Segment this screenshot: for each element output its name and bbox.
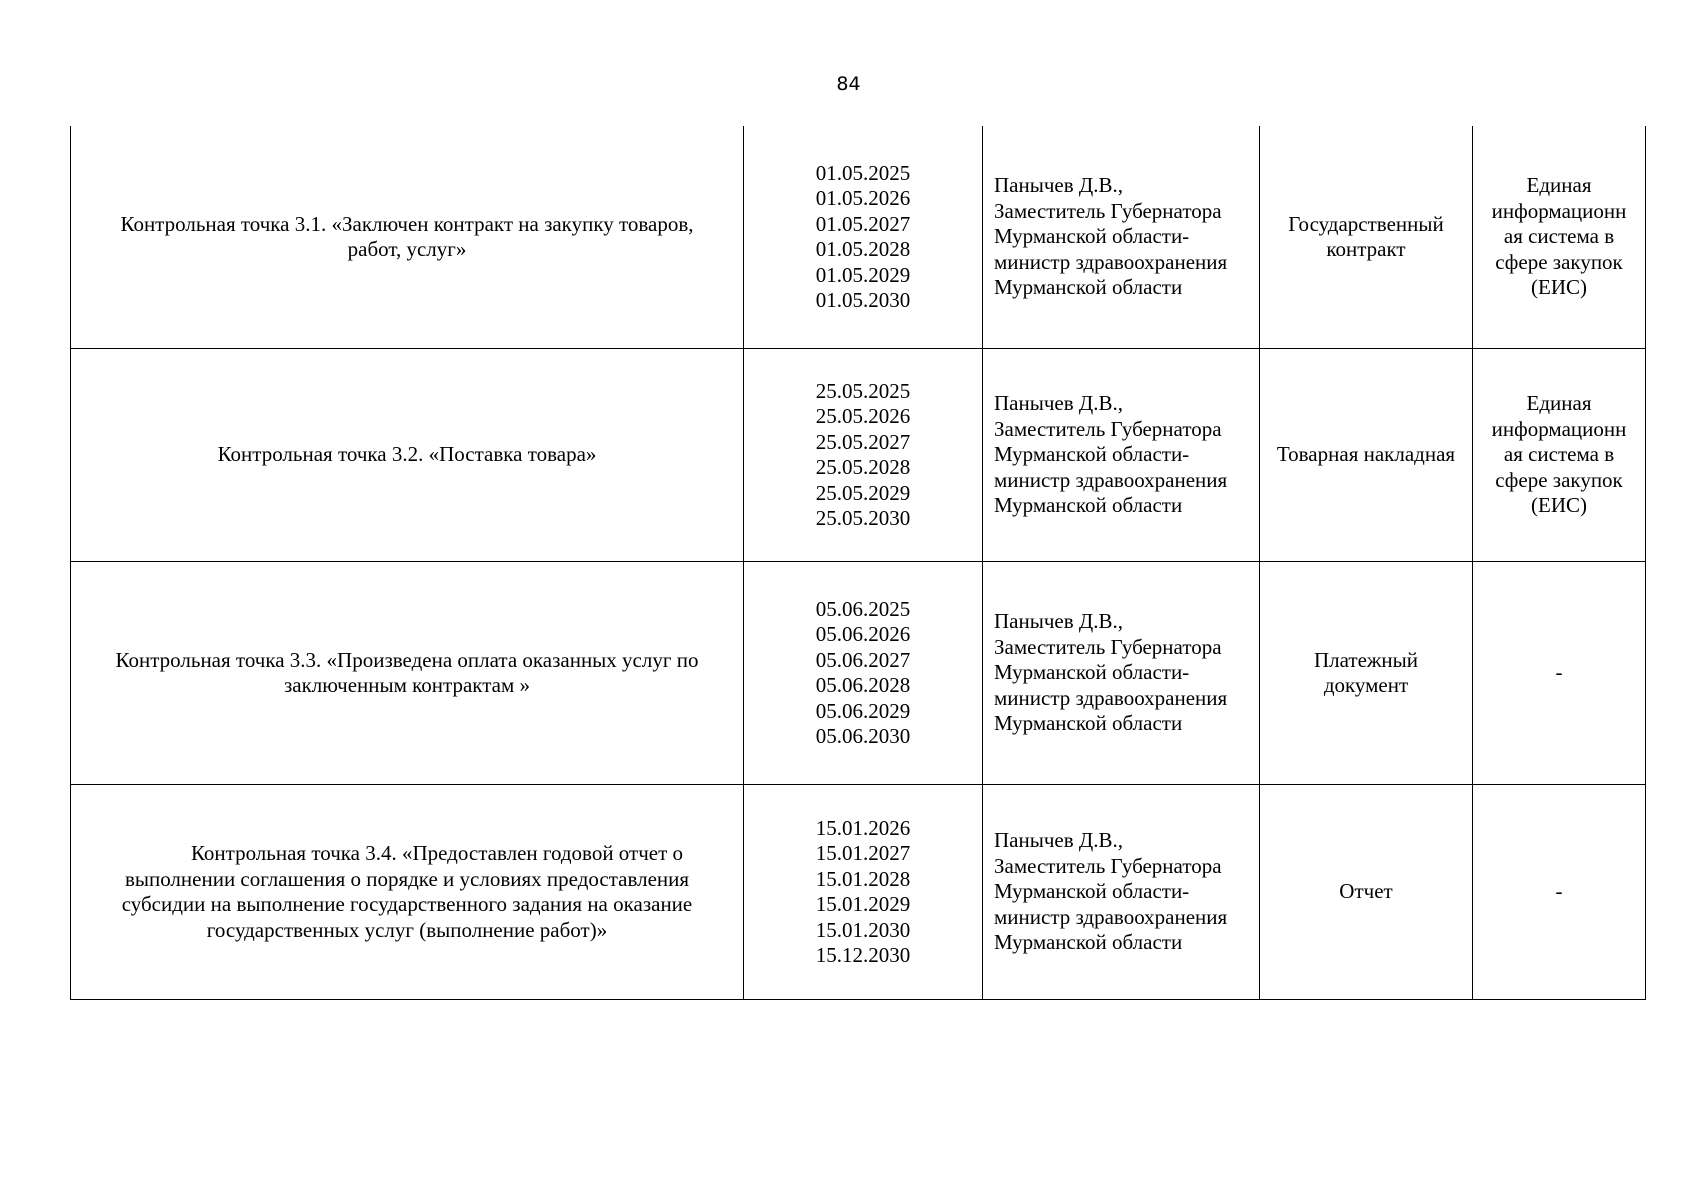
responsible-person: Панычев Д.В., Заместитель Губернатора Мурманской области- министр здравоохранения Мурманской области	[994, 173, 1228, 300]
document-type: Отчет	[1339, 879, 1393, 904]
table-cell-document-type	[1260, 349, 1473, 562]
control-points-table	[70, 126, 1646, 1000]
table-cell-information-system	[1473, 562, 1646, 785]
table-cell-information-system	[1473, 349, 1646, 562]
responsible-person: Панычев Д.В., Заместитель Губернатора Мурманской области- министр здравоохранения Мурманской области	[994, 828, 1228, 955]
responsible-person: Панычев Д.В., Заместитель Губернатора Мурманской области- министр здравоохранения Мурманской области	[994, 609, 1228, 736]
deadline-dates: 25.05.2025 25.05.2026 25.05.2027 25.05.2028 25.05.2029 25.05.2030	[815, 378, 911, 530]
information-system: Единая информационн ая система в сфере закупок (ЕИС)	[1491, 173, 1627, 300]
document-type: Платежный документ	[1313, 647, 1418, 697]
document-type: Государственный контракт	[1288, 211, 1444, 261]
control-point-title: Контрольная точка 3.2. «Поставка товара»	[217, 442, 597, 467]
table-cell-deadlines	[744, 785, 983, 1000]
control-point-title: Контрольная точка 3.3. «Произведена оплата оказанных услуг по заключенным контрактам »	[115, 647, 699, 697]
table-cell-responsible	[983, 785, 1260, 1000]
table-cell-deadlines	[744, 349, 983, 562]
page-number: 84	[836, 73, 861, 95]
deadline-dates: 01.05.2025 01.05.2026 01.05.2027 01.05.2028 01.05.2029 01.05.2030	[815, 160, 911, 312]
responsible-person: Панычев Д.В., Заместитель Губернатора Мурманской области- министр здравоохранения Мурманской области	[994, 391, 1228, 518]
table-cell-document-type	[1260, 126, 1473, 349]
table-cell-information-system	[1473, 126, 1646, 349]
control-point-title: Контрольная точка 3.4. «Предоставлен годовой отчет о выполнении соглашения о порядке и условиях предоставления субсидии на выполнение государственного задания на оказание государственных услуг (выполнение работ)»	[121, 841, 693, 942]
table-cell-control-point-title	[70, 785, 744, 1000]
table-cell-deadlines	[744, 562, 983, 785]
table-cell-control-point-title	[70, 562, 744, 785]
table-cell-document-type	[1260, 562, 1473, 785]
deadline-dates: 05.06.2025 05.06.2026 05.06.2027 05.06.2028 05.06.2029 05.06.2030	[815, 596, 911, 748]
table-cell-deadlines	[744, 126, 983, 349]
table-cell-control-point-title	[70, 349, 744, 562]
table-cell-responsible	[983, 349, 1260, 562]
information-system: Единая информационн ая система в сфере закупок (ЕИС)	[1491, 391, 1627, 518]
deadline-dates: 15.01.2026 15.01.2027 15.01.2028 15.01.2029 15.01.2030 15.12.2030	[815, 815, 911, 967]
table-cell-information-system	[1473, 785, 1646, 1000]
table-cell-document-type	[1260, 785, 1473, 1000]
table-cell-control-point-title	[70, 126, 744, 349]
document-type: Товарная накладная	[1276, 442, 1456, 467]
control-point-title: Контрольная точка 3.1. «Заключен контракт на закупку товаров, работ, услуг»	[120, 211, 694, 261]
information-system: -	[1555, 879, 1563, 904]
table-cell-responsible	[983, 126, 1260, 349]
table-cell-responsible	[983, 562, 1260, 785]
information-system: -	[1555, 660, 1563, 685]
